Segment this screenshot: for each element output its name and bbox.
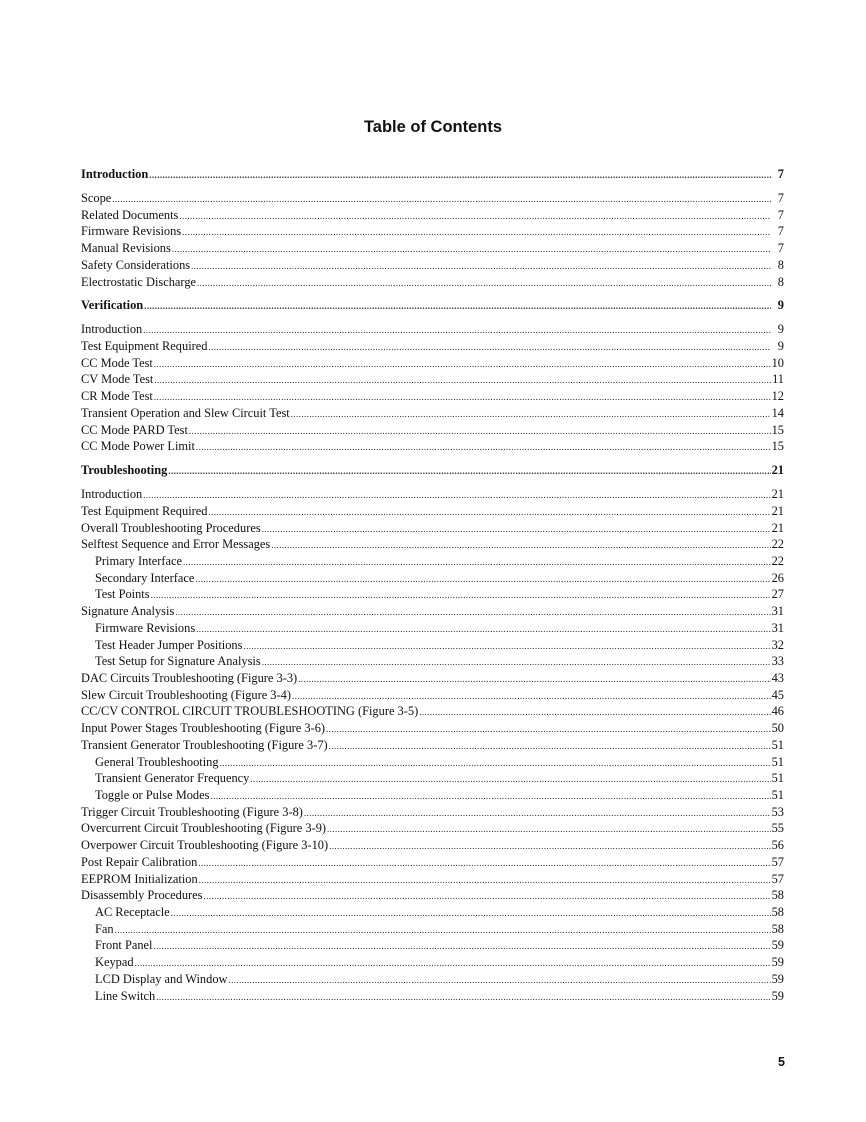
toc-entry-label: CV Mode Test	[81, 372, 154, 387]
dot-leader	[198, 855, 770, 872]
toc-entry-page: 57	[771, 871, 784, 886]
toc-entry[interactable]	[81, 321, 784, 338]
dot-leader	[189, 423, 771, 440]
toc-entry-page: 15	[771, 422, 784, 437]
toc-entry-label: Troubleshooting	[81, 463, 168, 478]
toc-entry-label: Disassembly Procedures	[81, 888, 203, 903]
dot-leader	[196, 621, 770, 638]
toc-entry-page: 51	[771, 754, 784, 769]
toc-entry-page: 22	[771, 537, 784, 552]
dot-leader	[228, 972, 770, 989]
toc-entry-page: 58	[771, 921, 784, 936]
toc-subentry[interactable]	[81, 586, 784, 603]
dot-leader	[196, 439, 771, 456]
toc-entry-label: Test Equipment Required	[81, 339, 208, 354]
toc-entry[interactable]	[81, 720, 784, 737]
toc-entry-page: 51	[771, 788, 784, 802]
toc-entry-page: 8	[777, 274, 784, 289]
dot-leader	[171, 905, 771, 922]
toc-entry-page: 27	[771, 587, 784, 602]
toc-entry-label: Introduction	[81, 322, 143, 337]
toc-entry[interactable]	[81, 388, 784, 405]
toc-entry-label: CC Mode Power Limit	[81, 439, 195, 454]
toc-entry[interactable]	[81, 737, 784, 754]
toc-entry[interactable]	[81, 603, 784, 620]
page-number: 5	[778, 1055, 785, 1069]
dot-leader	[154, 389, 771, 406]
toc-entry-page: 51	[771, 771, 784, 786]
toc-entry-label: Manual Revisions	[81, 241, 171, 256]
toc-entry[interactable]	[81, 804, 784, 821]
toc-entry-page: 15	[771, 439, 784, 454]
toc-entry[interactable]	[81, 422, 784, 439]
toc-subentry[interactable]	[81, 921, 784, 938]
toc-entry-label: Front Panel	[95, 938, 153, 953]
dot-leader	[156, 989, 770, 1006]
toc-entry-page: 26	[771, 570, 784, 585]
toc-entry[interactable]	[81, 871, 784, 888]
dot-leader	[271, 537, 770, 554]
toc-entry-page: 59	[771, 955, 784, 970]
toc-entry-page: 57	[771, 854, 784, 869]
toc-entry-page: 58	[771, 905, 784, 920]
toc-entry-label: Firmware Revisions	[95, 620, 196, 635]
toc-entry-label: Keypad	[95, 955, 134, 970]
dot-leader	[329, 838, 771, 855]
toc-entry-label: EEPROM Initialization	[81, 871, 198, 886]
toc-entry[interactable]	[81, 405, 784, 422]
toc-entry[interactable]	[81, 371, 784, 388]
toc-entry-page: 21	[771, 520, 784, 535]
toc-subentry[interactable]	[81, 570, 784, 587]
toc-entry-label: Signature Analysis	[81, 604, 175, 619]
toc-subentry[interactable]	[81, 653, 784, 670]
toc-entry-page: 53	[771, 804, 784, 819]
dot-leader	[183, 554, 771, 571]
dot-leader	[208, 504, 770, 521]
toc-section-heading[interactable]	[81, 297, 784, 315]
toc-entry-page: 59	[771, 988, 784, 1003]
toc-entry-label: LCD Display and Window	[95, 971, 228, 986]
toc-entry-page: 22	[771, 553, 784, 568]
toc-section-heading[interactable]	[81, 166, 784, 184]
dot-leader	[220, 755, 771, 772]
dot-leader	[199, 872, 771, 889]
toc-entry-label: Transient Operation and Slew Circuit Test	[81, 405, 290, 420]
dot-leader	[115, 922, 771, 939]
dot-leader	[419, 704, 770, 721]
toc-entry-label: Introduction	[81, 167, 149, 181]
toc-section	[81, 166, 784, 290]
toc-subentry[interactable]	[81, 787, 784, 804]
toc-entry-page: 8	[777, 257, 784, 272]
dot-leader	[175, 604, 770, 621]
toc-entry-label: Test Header Jumper Positions	[95, 637, 243, 652]
dot-leader	[154, 356, 771, 373]
toc-subentry[interactable]	[81, 904, 784, 921]
toc-entry-page: 55	[771, 821, 784, 836]
dot-leader	[210, 788, 770, 805]
toc-entry-label: Secondary Interface	[95, 570, 195, 585]
toc-entry[interactable]	[81, 338, 784, 355]
toc-subentry[interactable]	[81, 954, 784, 971]
toc-entry-page: 21	[771, 503, 784, 518]
toc-entry-label: Selftest Sequence and Error Messages	[81, 537, 271, 552]
dot-leader	[182, 224, 771, 241]
toc-entry-page: 9	[777, 322, 784, 337]
toc-entry-page: 33	[771, 654, 784, 669]
dot-leader	[250, 771, 770, 788]
toc-entry-page: 7	[777, 241, 784, 256]
toc-entry-label: Fan	[95, 921, 114, 936]
toc-entry[interactable]	[81, 854, 784, 871]
toc-section	[81, 297, 784, 455]
toc-entry-label: Electrostatic Discharge	[81, 274, 197, 289]
toc-entry-label: CC Mode PARD Test	[81, 422, 188, 437]
toc-entry-label: Safety Considerations	[81, 257, 191, 272]
toc-entry-label: Primary Interface	[95, 553, 183, 568]
dot-leader	[179, 208, 771, 225]
dot-leader	[329, 738, 771, 755]
table-of-contents	[81, 166, 784, 1004]
toc-entry[interactable]	[81, 536, 784, 553]
toc-entry-page: 7	[777, 167, 784, 181]
toc-entry[interactable]	[81, 257, 784, 274]
dot-leader	[112, 191, 771, 208]
dot-leader	[168, 463, 770, 481]
dot-leader	[304, 805, 771, 822]
toc-entry-label: Related Documents	[81, 207, 179, 222]
toc-entry-label: Firmware Revisions	[81, 224, 182, 239]
page-title: Table of Contents	[363, 118, 503, 136]
toc-entry-label: Transient Generator Frequency	[95, 771, 250, 786]
toc-entry-page: 11	[772, 372, 784, 387]
toc-entry-page: 46	[771, 704, 784, 719]
toc-entry[interactable]	[81, 190, 784, 207]
toc-entry-page: 59	[771, 971, 784, 986]
dot-leader	[197, 275, 771, 292]
toc-entry[interactable]	[81, 486, 784, 503]
dot-leader	[243, 638, 770, 655]
toc-entry[interactable]	[81, 207, 784, 224]
dot-leader	[262, 654, 771, 671]
toc-entry-label: Test Equipment Required	[81, 503, 208, 518]
dot-leader	[172, 241, 771, 258]
toc-entry-label: CC Mode Test	[81, 355, 153, 370]
toc-entry-page: 7	[777, 224, 784, 239]
toc-entry-label: Test Points	[95, 587, 150, 602]
toc-entry-page: 45	[771, 687, 784, 702]
toc-entry-label: Toggle or Pulse Modes	[95, 788, 210, 802]
dot-leader	[143, 487, 770, 504]
toc-entry-page: 50	[771, 721, 784, 736]
toc-entry-page: 59	[771, 938, 784, 953]
toc-entry-page: 10	[771, 355, 784, 370]
toc-entry-page: 21	[771, 463, 784, 478]
toc-entry-page: 12	[771, 389, 784, 404]
dot-leader	[326, 721, 771, 738]
dot-leader	[154, 372, 771, 389]
toc-entry[interactable]	[81, 355, 784, 372]
toc-entry-label: Line Switch	[95, 988, 156, 1003]
toc-entry-label: General Troubleshooting	[95, 754, 219, 769]
toc-entry-label: AC Receptacle	[95, 905, 170, 920]
toc-subentry[interactable]	[81, 620, 784, 637]
toc-entry-page: 21	[771, 487, 784, 502]
toc-entry-label: Overpower Circuit Troubleshooting (Figure 3-10)	[81, 838, 329, 853]
toc-entry[interactable]	[81, 670, 784, 687]
toc-entry-page: 9	[777, 298, 784, 313]
toc-entry-label: DAC Circuits Troubleshooting (Figure 3-3)	[81, 670, 298, 685]
toc-entry[interactable]	[81, 274, 784, 291]
dot-leader	[292, 688, 771, 705]
dot-leader	[143, 322, 771, 339]
toc-entry-label: Scope	[81, 191, 112, 205]
dot-leader	[327, 821, 771, 838]
toc-entry-page: 51	[771, 737, 784, 752]
toc-subentry[interactable]	[81, 770, 784, 787]
toc-subentry[interactable]	[81, 971, 784, 988]
toc-subentry[interactable]	[81, 754, 784, 771]
toc-entry[interactable]	[81, 887, 784, 904]
toc-entry-label: Overall Troubleshooting Procedures	[81, 520, 261, 535]
toc-section	[81, 462, 784, 1004]
dot-leader	[144, 298, 771, 316]
toc-subentry[interactable]	[81, 937, 784, 954]
toc-entry[interactable]	[81, 503, 784, 520]
toc-subentry[interactable]	[81, 553, 784, 570]
toc-entry-label: Verification	[81, 298, 144, 313]
dot-leader	[149, 167, 771, 185]
toc-entry-label: Post Repair Calibration	[81, 854, 198, 869]
dot-leader	[203, 888, 770, 905]
dot-leader	[151, 587, 771, 604]
toc-entry-page: 9	[777, 339, 784, 354]
toc-entry[interactable]	[81, 820, 784, 837]
dot-leader	[208, 339, 771, 356]
toc-entry[interactable]	[81, 520, 784, 537]
toc-subentry[interactable]	[81, 988, 784, 1005]
toc-entry-label: Input Power Stages Troubleshooting (Figure 3-6)	[81, 721, 326, 736]
toc-entry-page: 32	[771, 637, 784, 652]
toc-entry-label: Trigger Circuit Troubleshooting (Figure 3-8)	[81, 804, 303, 819]
dot-leader	[291, 406, 771, 423]
toc-entry-page: 56	[771, 838, 784, 853]
toc-section-heading[interactable]	[81, 462, 784, 480]
toc-entry[interactable]	[81, 687, 784, 704]
toc-entry-page: 7	[777, 207, 784, 222]
dot-leader	[298, 671, 770, 688]
dot-leader	[153, 938, 770, 955]
dot-leader	[195, 571, 770, 588]
toc-entry[interactable]	[81, 703, 784, 720]
toc-entry[interactable]	[81, 438, 784, 455]
toc-entry-page: 58	[771, 888, 784, 903]
dot-leader	[135, 955, 771, 972]
dot-leader	[191, 258, 771, 275]
toc-entry-page: 43	[771, 670, 784, 685]
toc-entry-label: Slew Circuit Troubleshooting (Figure 3-4)	[81, 687, 291, 702]
toc-entry[interactable]	[81, 240, 784, 257]
toc-entry-page: 7	[777, 191, 784, 205]
toc-entry-label: CR Mode Test	[81, 389, 153, 404]
toc-entry-label: Overcurrent Circuit Troubleshooting (Figure 3-9)	[81, 821, 327, 836]
toc-subentry[interactable]	[81, 637, 784, 654]
toc-entry-page: 31	[771, 604, 784, 619]
toc-entry-page: 14	[771, 405, 784, 420]
dot-leader	[262, 521, 771, 538]
toc-entry-label: Transient Generator Troubleshooting (Figure 3-7)	[81, 737, 328, 752]
toc-entry-label: Test Setup for Signature Analysis	[95, 654, 261, 669]
toc-entry-label: Introduction	[81, 487, 143, 502]
toc-entry[interactable]	[81, 837, 784, 854]
toc-entry[interactable]	[81, 223, 784, 240]
toc-entry-label: CC/CV CONTROL CIRCUIT TROUBLESHOOTING (Figure 3-5)	[81, 704, 419, 719]
toc-entry-page: 31	[771, 620, 784, 635]
